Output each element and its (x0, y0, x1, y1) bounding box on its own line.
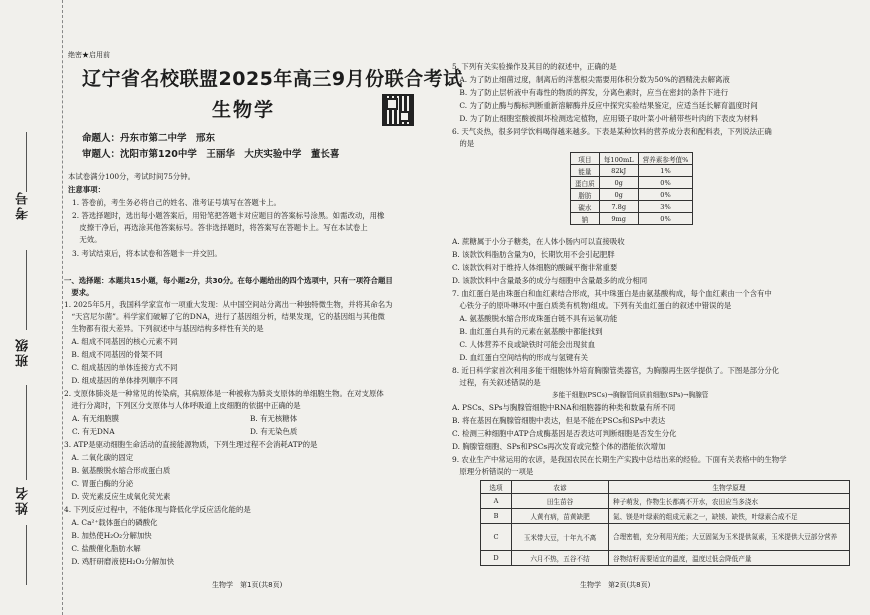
page-footer: 生物学 第2页(共8页) (580, 581, 651, 589)
binding-line (26, 132, 27, 192)
score-info: 本试卷满分100分，考试时间75分钟。 (68, 172, 195, 181)
binding-line (26, 385, 27, 480)
binding-line (26, 250, 27, 330)
question-4-text: 4. 下列反应过程中，不能体现与降低化学反应活化能的是 (64, 505, 251, 514)
question-7-option: B. 血红蛋白具有的元素在氨基酸中都能找到 (452, 327, 603, 336)
question-4-option: A. Ca²⁺载体蛋白的磷酸化 (64, 518, 158, 527)
confidential-mark: 绝密★启用前 (68, 51, 110, 59)
table-cell: 0% (638, 213, 693, 225)
table-row (481, 494, 850, 509)
question-2-option: D. 有无染色质 (250, 427, 298, 436)
question-4-option: D. 鸡肝研磨液使H₂O₂分解加快 (64, 557, 175, 566)
table-cell: D (481, 551, 512, 566)
table-cell: 1% (638, 165, 693, 177)
question-3-option: D. 荧光素反应生成氧化荧光素 (64, 492, 171, 501)
question-1-text: 生物都有很大差异。下列叙述中与基因结构多样性有关的是 (64, 324, 264, 333)
table-cell: 脂肪 (571, 189, 600, 201)
question-6-option: B. 该款饮料脂肪含量为0，长期饮用不会引起肥胖 (452, 250, 615, 259)
nutrition-table (570, 152, 693, 225)
question-6-text: 的是 (452, 139, 475, 148)
author-line: 命题人：丹东市第二中学 邢东 (82, 133, 216, 144)
class-label: 班级 (16, 337, 31, 367)
table-row (571, 177, 693, 189)
table-header: 营养素参考值% (638, 153, 693, 165)
question-1-option: A. 组成不同基因的核心元素不同 (64, 337, 178, 346)
table-cell: 3% (638, 201, 693, 213)
question-2-text: 2. 支原体肺炎是一种常见的传染病，其病原体是一种被称为肺炎支原体的单细胞生物。在对支原体 (64, 389, 384, 398)
table-cell: 7.8g (599, 201, 638, 213)
question-3-option: C. 胃蛋白酶的分泌 (64, 479, 134, 488)
table-cell: 六月不热，五谷不结 (512, 551, 609, 566)
table-cell: 0% (638, 189, 693, 201)
table-cell: 蛋白质 (571, 177, 600, 189)
question-2-option: C. 有无DNA (72, 427, 115, 436)
question-5-option: C. 为了防止酶与酶标判断重新溶解酶并反应中探究实验结果鉴定，应适当延长解育温度时间 (452, 101, 758, 110)
question-5-option: A. 为了防止细菌过度，制离后的洋葱根尖需要用体积分数为50%的酒精洗去解离液 (452, 75, 730, 84)
table-cell: 82kJ (599, 165, 638, 177)
table-row (571, 213, 693, 225)
question-1-text: 1. 2025年5月，我国科学家宣布一项重大发现：从中国空间站分离出一种独特微生物，并将其命名为 (64, 300, 393, 309)
question-7-text: 心铁分子的原卟啉环(中蛋白质类有机物)组成。下列有关血红蛋白的叙述中错误的是 (452, 301, 732, 310)
question-7-option: D. 血红蛋白空间结构的形成与氢键有关 (452, 353, 589, 362)
question-4-option: B. 加热使H₂O₂分解加快 (64, 531, 152, 540)
table-header: 项目 (571, 153, 600, 165)
question-3-option: A. 二氧化碳的固定 (64, 453, 134, 462)
qr-code-icon (384, 96, 412, 124)
table-row (571, 201, 693, 213)
question-2-text: 进行分离时，下列区分支原体与人体呼吸道上皮细胞的依据中正确的是 (64, 401, 301, 410)
notes-line: 皮擦干净后，再选涂其他答案标号。答非选择题时，将答案写在答题卡上。写在本试卷上 (72, 223, 368, 232)
page-two (452, 0, 862, 615)
notes-line: 1. 答卷前，考生务必将自己的姓名、准考证号填写在答题卡上。 (72, 198, 281, 207)
binding-margin (0, 0, 63, 615)
question-1-option: D. 组成基因的单体排列顺序不同 (64, 376, 178, 385)
question-8-text: 8. 近日科学家首次利用多能干细胞体外培育胸腺管类器官，为胸腺再生医学提供了。下图是部分分化 (452, 366, 780, 375)
table-cell: B (481, 509, 512, 524)
table-cell: 田生苗谷 (512, 494, 609, 509)
section-heading: 一、选择题：本题共15小题，每小题2分，共30分。在每小题给出的四个选项中，只有一项符合题目 (64, 276, 393, 285)
question-5-text: 5. 下列有关实验操作及其目的的叙述中，正确的是 (452, 62, 617, 71)
table-cell: 钠 (571, 213, 600, 225)
table-cell: 0g (599, 177, 638, 189)
subject-title: 生物学 (212, 99, 276, 121)
notes-title: 注意事项： (68, 185, 105, 194)
table-row (481, 509, 850, 524)
table-cell: 玉米带大豆，十年九不离 (512, 524, 609, 551)
notes-line: 2. 答选择题时，选出每小题答案后，用铅笔把答题卡对应题目的答案标号涂黑。如需改动，用橡 (72, 211, 385, 220)
table-cell: 碳水 (571, 201, 600, 213)
question-8-text: 过程，有关叙述错误的是 (452, 378, 541, 387)
table-header: 选项 (481, 481, 512, 494)
question-3-option: B. 氨基酸脱水缩合形成蛋白质 (64, 466, 171, 475)
table-cell: 能量 (571, 165, 600, 177)
question-8-option: D. 胸腺管细胞、SPs和PSCs再次发育或完整个体的潜能依次增加 (452, 442, 666, 451)
table-row (481, 551, 850, 566)
table-cell: 人黄有病，苗黄缺肥 (512, 509, 609, 524)
proverb-table (480, 480, 850, 566)
table-row (481, 524, 850, 551)
question-7-text: 7. 血红蛋白是由珠蛋白和血红素结合形成，其中珠蛋白是由氨基酸构成，每个血红素由一个含有中 (452, 289, 772, 298)
question-6-option: C. 该款饮料对于维持人体细胞的酸碱平衡非常重要 (452, 263, 618, 272)
question-3-text: 3. ATP是驱动细胞生命活动的直接能源物质，下列生理过程不会消耗ATP的是 (64, 440, 318, 449)
question-7-option: A. 氨基酸脱水缩合形成珠蛋白链不具有运氧功能 (452, 314, 618, 323)
question-9-text: 原理分析错误的一项是 (452, 467, 534, 476)
table-cell: 0g (599, 189, 638, 201)
table-header: 生物学原理 (609, 481, 850, 494)
question-8-option: C. 检测三种细胞中ATP合成酶基因是否表达可判断细胞是否发生分化 (452, 429, 677, 438)
table-cell: 氮、镁是叶绿素的组成元素之一，缺镁、缺铁，叶绿素合成不足 (609, 509, 850, 524)
question-1-text: “天宫尼尔菌”。科学家们破解了它的DNA，进行了基因组分析，结果发现，它的基因组与其他微 (64, 312, 385, 321)
question-5-option: B. 为了防止层析液中有毒性的物质的挥发，分离色素时，应当在密封的条件下进行 (452, 88, 729, 97)
table-row (571, 165, 693, 177)
page-one (62, 0, 463, 615)
question-5-option: D. 为了防止细胞室酸被损坏检测选定植物，应用镊子取叶菜小叶稍带些叶肉的下表皮为材料 (452, 114, 758, 123)
exam-title: 辽宁省名校联盟2025年高三9月份联合考试 (82, 68, 463, 90)
differentiation-flow: 多能干细胞(PSCs)→胸腺管间质前细胞(SPs)→胸腺管 (552, 391, 709, 399)
table-cell: 合理密植，充分利用光能；大豆固氮为玉米提供氮素，玉米提供大豆部分营养 (609, 524, 850, 551)
question-4-option: C. 盐酸催化脂肪水解 (64, 544, 141, 553)
question-6-option: A. 蔗糖属于小分子糖类，在人体小肠内可以直接吸收 (452, 237, 625, 246)
question-2-option: A. 有无细胞膜 (72, 414, 119, 423)
question-1-option: B. 组成不同基因的骨架不同 (64, 350, 163, 359)
table-cell: 9mg (599, 213, 638, 225)
question-9-text: 9. 农业生产中常运用的农谚，是我国农民在长期生产实践中总结出来的经验。下面有关表格中的生物学 (452, 455, 787, 464)
question-7-option: C. 人体营养不良或缺铁时可能会出现贫血 (452, 340, 596, 349)
question-1-option: C. 组成基因的单体连接方式不同 (64, 363, 178, 372)
question-2-option: B. 有无核糖体 (250, 414, 298, 423)
name-label: 姓名 (16, 485, 31, 515)
reviewer-line: 审题人：沈阳市第120中学 王丽华 大庆实验中学 董长喜 (82, 149, 340, 160)
table-cell: 0% (638, 177, 693, 189)
page-footer: 生物学 第1页(共8页) (212, 581, 283, 589)
question-8-option: B. 将在基因在胸腺管细胞中表达，但是不能在PSCs和SPs中表达 (452, 416, 666, 425)
notes-line: 无效。 (72, 235, 102, 244)
table-header: 农谚 (512, 481, 609, 494)
table-header: 每100mL (599, 153, 638, 165)
section-heading: 要求。 (64, 288, 94, 297)
question-8-option: A. PSCs、SPs与胸腺管细胞中RNA和细胞器的种类和数量有所不同 (452, 403, 676, 412)
exam-number-label: 考号 (16, 190, 31, 220)
question-6-option: D. 该款饮料中含量最多的成分与细胞中含量最多的成分相同 (452, 276, 648, 285)
table-cell: A (481, 494, 512, 509)
table-cell: C (481, 524, 512, 551)
question-6-text: 6. 天气炎热，很多同学饮料喝得越来越多。下表是某种饮料的营养成分表和配料表，下列说法正确 (452, 127, 772, 136)
binding-line (26, 525, 27, 585)
table-row (571, 189, 693, 201)
table-cell: 种子萌发，作物生长都离不开水，农田应当多浇水 (609, 494, 850, 509)
notes-line: 3. 考试结束后，将本试卷和答题卡一并交回。 (72, 249, 222, 258)
table-cell: 谷物结籽需要适宜的温度，温度过低会降低产量 (609, 551, 850, 566)
